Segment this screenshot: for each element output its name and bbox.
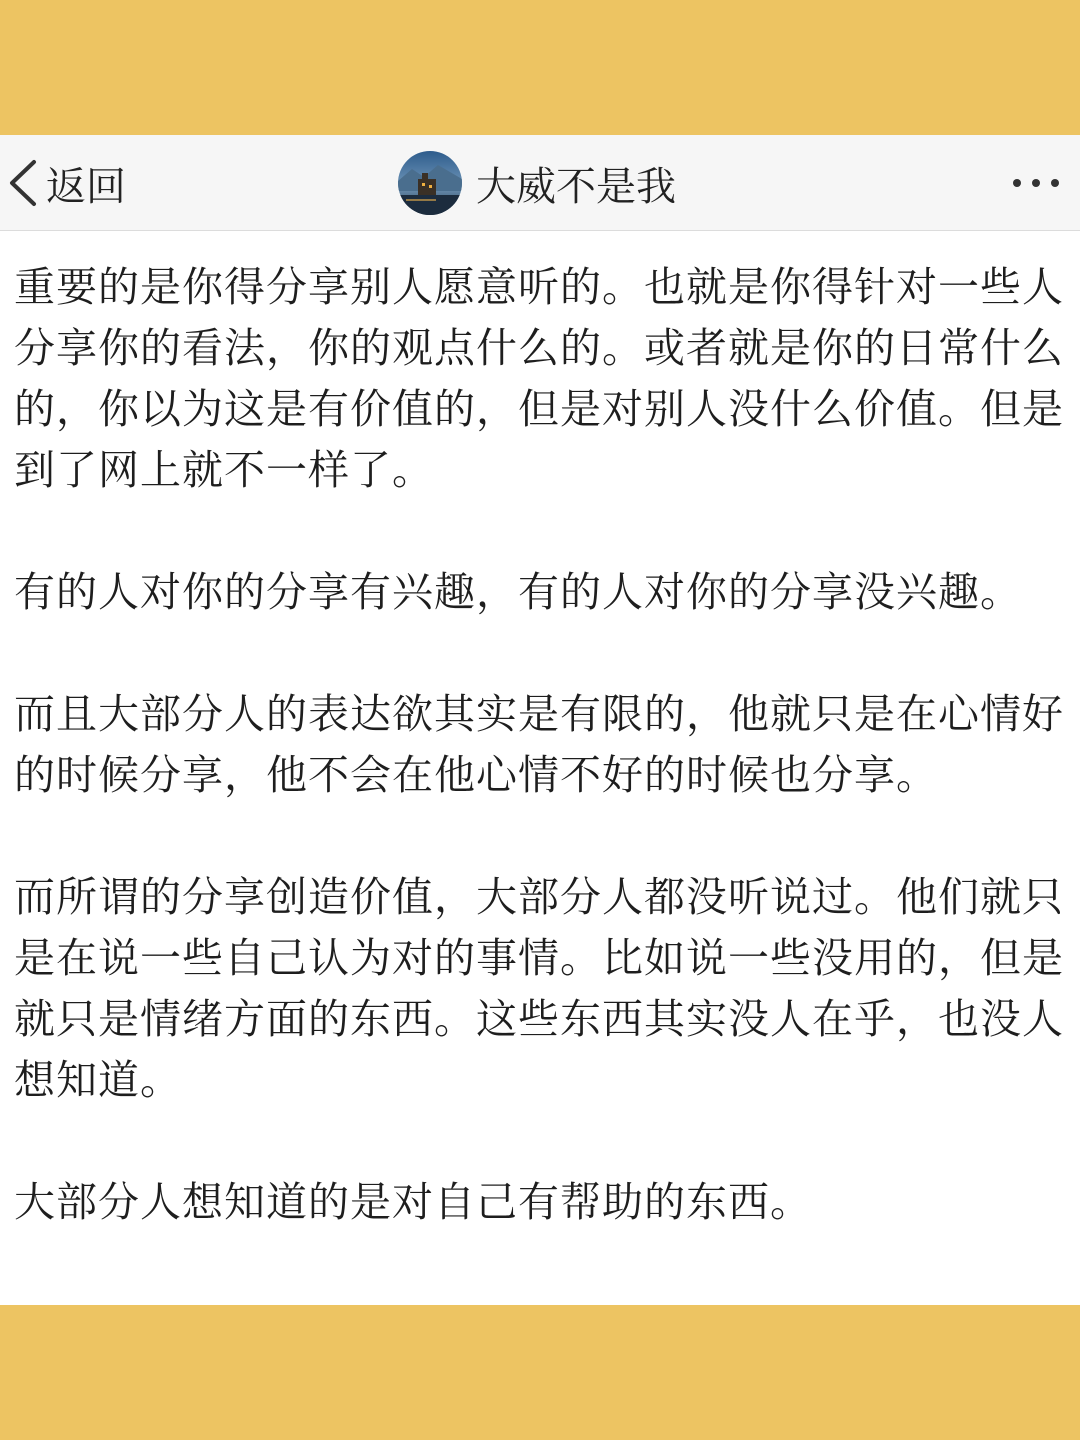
back-button[interactable] [6, 149, 126, 217]
post-paragraph: 重要的是你得分享别人愿意听的。也就是你得针对一些人分享你的看法，你的观点什么的。或者就是你的日常什么的，你以为这是有价值的，但是对别人没什么价值。但是到了网上就不一样了。 [14, 263, 1064, 494]
more-dot [1051, 179, 1059, 187]
post-paragraph: 而且大部分人的表达欲其实是有限的，他就只是在心情好的时候分享，他不会在他心情不好的时候也分享。 [14, 690, 1064, 799]
more-dot [1013, 179, 1021, 187]
post-paragraph: 有的人对你的分享有兴趣，有的人对你的分享没兴趣。 [14, 568, 1022, 616]
post-content [0, 231, 1080, 1305]
nav-bar [0, 135, 1080, 231]
post-paragraph: 而所谓的分享创造价值，大部分人都没听说过。他们就只是在说一些自己认为对的事情。比如说一些没用的，但是就只是情绪方面的东西。这些东西其实没人在乎，也没人想知道。 [14, 873, 1064, 1104]
chevron-left-icon [6, 158, 40, 208]
user-profile[interactable] [398, 141, 676, 225]
more-dot [1032, 179, 1040, 187]
username: 大威不是我 [476, 163, 676, 210]
back-label: 返回 [46, 163, 126, 210]
bottom-decor-band [0, 1305, 1080, 1440]
avatar[interactable] [398, 151, 462, 215]
top-decor-band [0, 0, 1080, 135]
more-dots-icon[interactable] [1000, 155, 1072, 211]
post-paragraph: 大部分人想知道的是对自己有帮助的东西。 [14, 1178, 812, 1226]
